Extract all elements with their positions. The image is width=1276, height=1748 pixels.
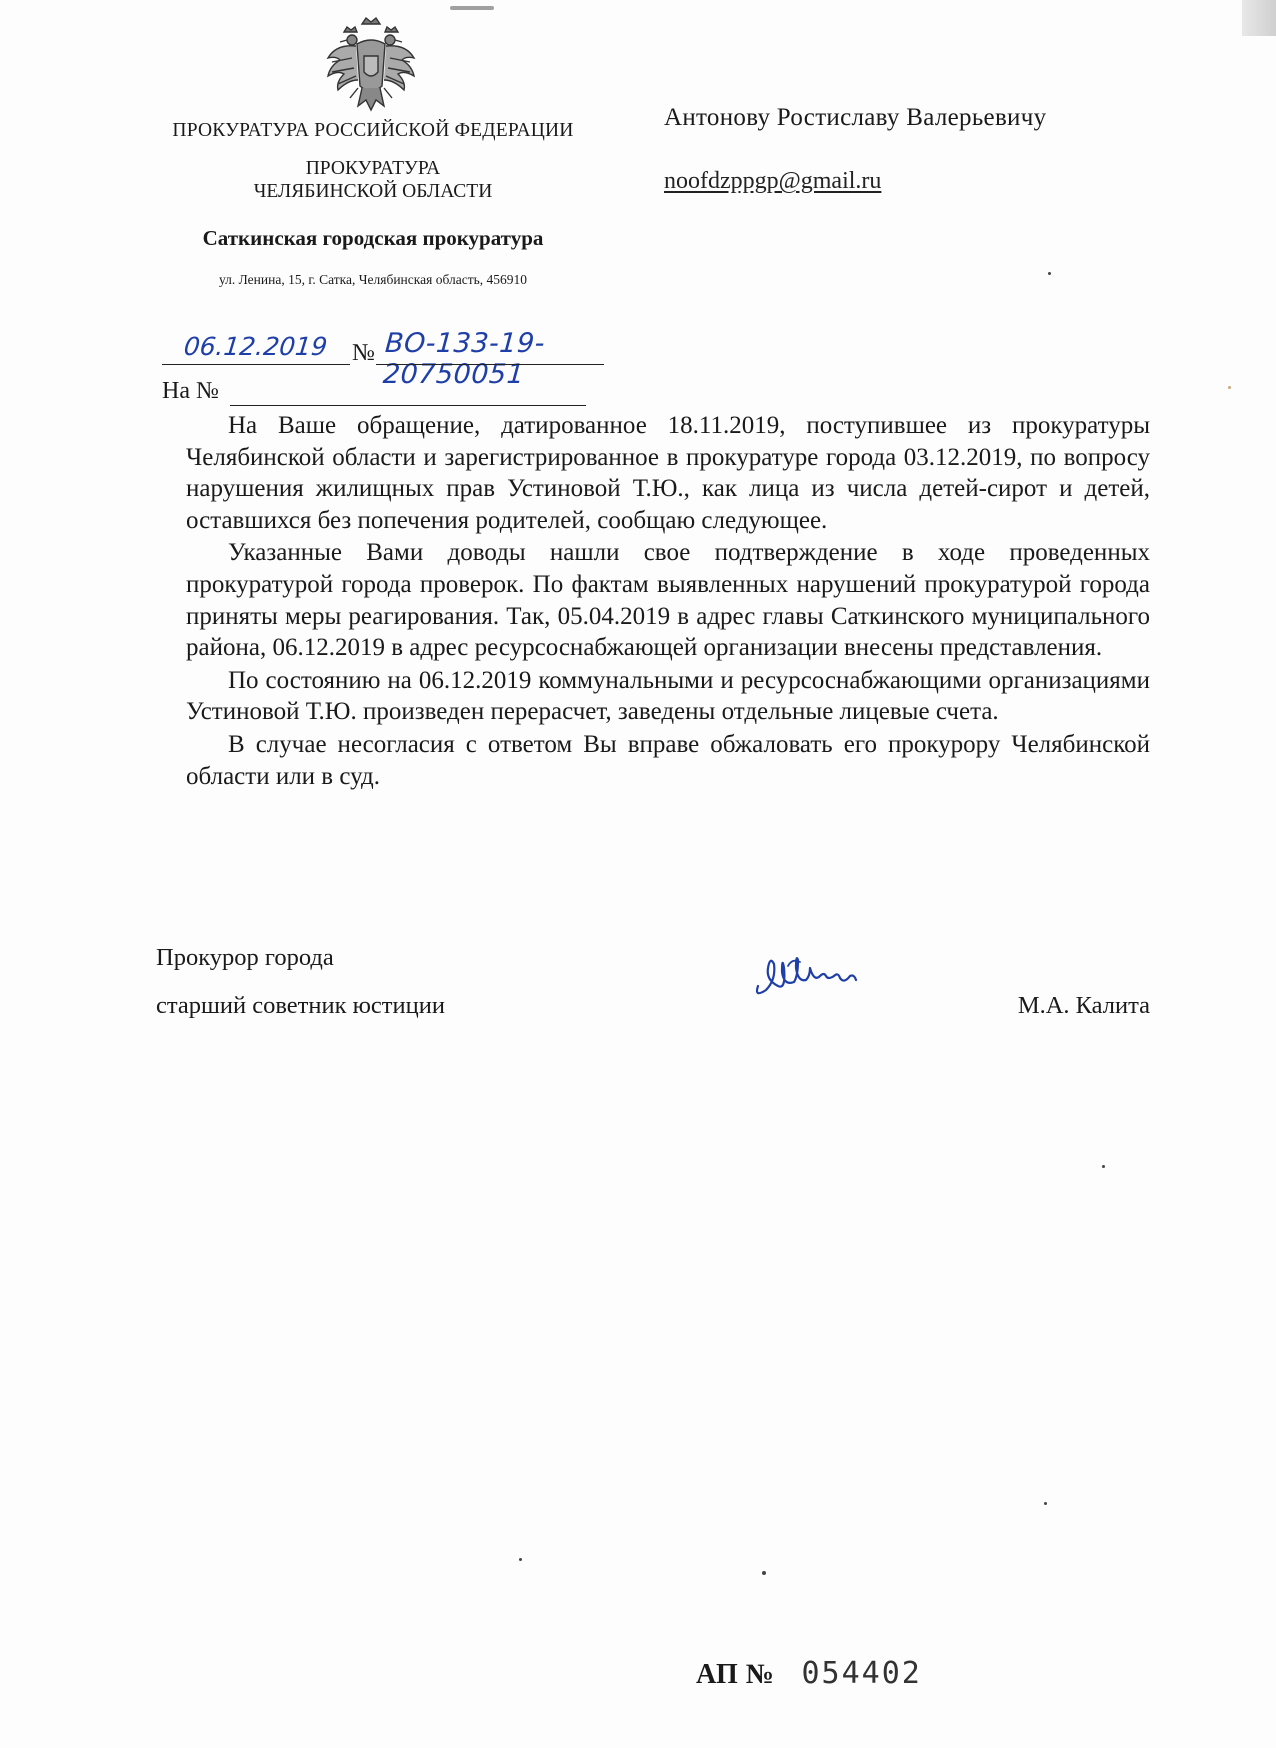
reference-label: На №: [162, 378, 219, 404]
body-paragraph: Указанные Вами доводы нашли свое подтверждение в ходе проведенных прокуратурой города проверок. По фактам выявленных нарушений прокуратурой города приняты меры реагирования. Так, 05.04.2019 в адрес главы Саткинского муниципального района, 06.12.2019 в адрес ресурсоснабжающей организации внесены представления.: [186, 539, 1150, 662]
reference-underline: [230, 405, 586, 406]
signer-rank: старший советник юстиции: [156, 992, 445, 1019]
scan-speck: [1048, 272, 1051, 275]
number-underline: [376, 364, 604, 365]
registration-line: [162, 328, 682, 390]
signer-name: М.А. Калита: [1017, 992, 1150, 1019]
scan-speck: [1044, 1502, 1047, 1505]
org-regional-line1: ПРОКУРАТУРА: [305, 158, 441, 179]
scan-speck: [762, 1571, 766, 1575]
handwritten-date: 06.12.2019: [182, 332, 329, 361]
addressee-email: noofdzppgp@gmail.ru: [664, 168, 882, 194]
handwritten-reg-number: ВО-133-19-20750051: [381, 328, 547, 390]
reference-line: [162, 378, 592, 408]
scan-mark-artifact: [450, 6, 494, 10]
org-address: ул. Ленина, 15, г. Сатка, Челябинская область, 456910: [218, 272, 528, 287]
date-underline: [162, 364, 350, 365]
org-city-title: Саткинская городская прокуратура: [202, 226, 544, 250]
scan-speck: [1228, 386, 1231, 389]
scan-edge-artifact: [1242, 0, 1276, 36]
signer-position: Прокурор города: [156, 944, 334, 971]
handwritten-signature-icon: [752, 946, 868, 1002]
org-regional-line2: ЧЕЛЯБИНСКОЙ ОБЛАСТИ: [253, 181, 493, 202]
form-number: [696, 1656, 922, 1691]
letter-body: [186, 410, 1150, 793]
scan-speck: [519, 1558, 522, 1561]
addressee-name: Антонову Ростиславу Валерьевичу: [664, 104, 1047, 131]
number-sign: №: [352, 340, 375, 366]
body-paragraph: В случае несогласия с ответом Вы вправе обжаловать его прокурору Челябинской области или в суд.: [186, 730, 1150, 790]
body-paragraph: По состоянию на 06.12.2019 коммунальными и ресурсоснабжающими организациями Устиновой Т.Ю. произведен перерасчет, заведены отдельные лицевые счета.: [186, 666, 1150, 726]
form-number-label: АП №: [696, 1659, 775, 1690]
body-paragraph: На Ваше обращение, датированное 18.11.2019, поступившее из прокуратуры Челябинской области и зарегистрированное в прокуратуре города 03.12.2019, по вопросу нарушения жилищных прав Устиновой Т.Ю., как лица из числа детей-сирот и детей, оставшихся без попечения родителей, сообщаю следующее.: [186, 412, 1150, 534]
scan-speck: [1102, 1165, 1105, 1168]
coat-of-arms-icon: [322, 14, 420, 118]
org-regional-title: [120, 157, 626, 203]
org-federal-title: ПРОКУРАТУРА РОССИЙСКОЙ ФЕДЕРАЦИИ: [172, 120, 574, 141]
form-number-value: 054402: [801, 1656, 922, 1691]
